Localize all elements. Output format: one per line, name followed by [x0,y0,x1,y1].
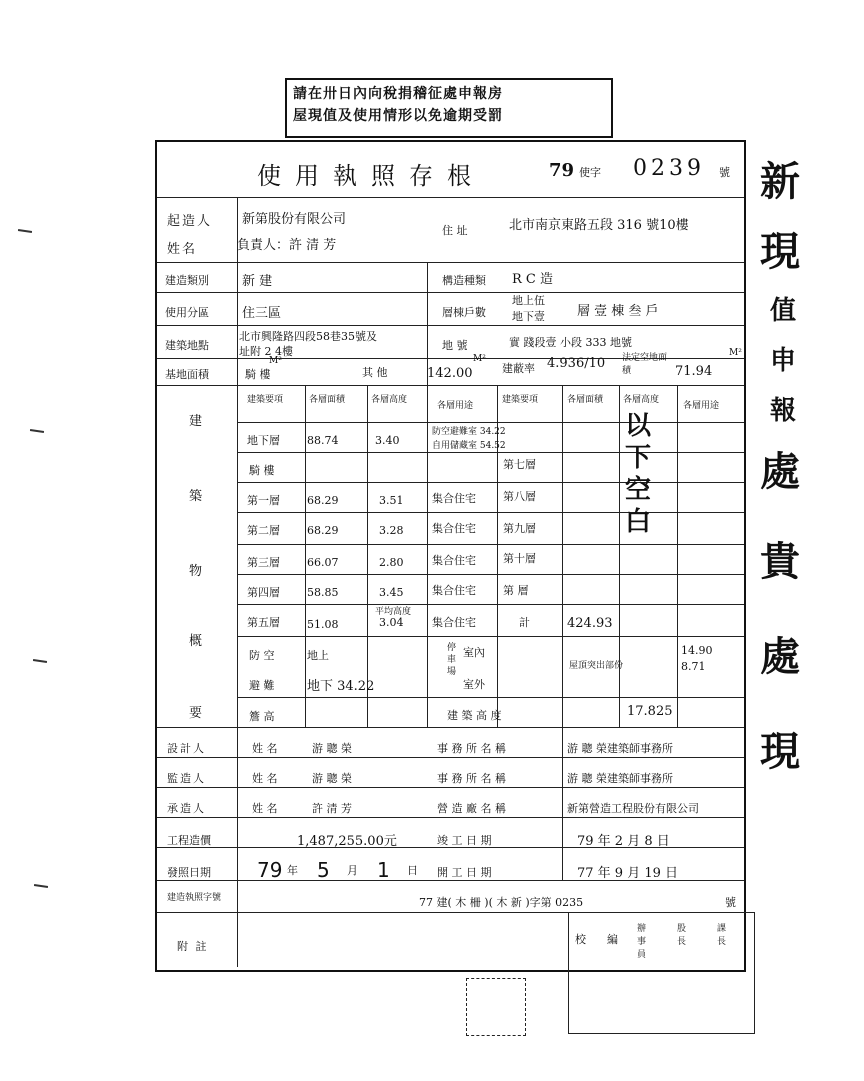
seal-outline [466,978,526,1036]
site-area-label: 基地面積 [165,368,209,381]
office-label: 事 務 所 名 稱 [437,772,506,785]
eave-height-label: 簷 高 [249,710,275,723]
check-label: 校 [575,933,586,946]
name-label: 姓 名 [252,802,278,815]
permit-type: 使字 [579,166,601,179]
start-date-label: 開 工 日 期 [437,866,492,879]
unit-m2: M² [269,356,282,366]
permit-number-label: 建造執照字號 [167,893,222,903]
overlay-char: 申 [770,346,797,376]
section-char: 築 [189,489,203,504]
notice-line-2: 屋現值及使用情形以免逾期受罰 [293,108,503,124]
building-height: 17.825 [627,704,673,719]
clerk-label: 辦事員 [637,924,647,960]
blank-below-note: 以下空白 [625,411,652,537]
zone-label: 使用分區 [165,306,209,319]
margin-mark [18,229,32,233]
floor-4-height: 3.45 [379,586,404,599]
applicant-label: 起造人 [167,214,213,229]
day-char: 日 [407,864,418,877]
designer-label: 設計人 [167,742,206,755]
designer-name: 游 聰 榮 [312,742,352,755]
permit-year: 79 [549,160,575,181]
designer-office: 游 聰 榮建築師事務所 [567,742,673,755]
location-line-1: 北市興隆路四段58巷35號及 [239,330,377,343]
other-label: 其 他 [362,366,388,379]
section-char: 要 [189,706,203,721]
parking-outdoor: 室外 [463,678,485,691]
section-char: 概 [189,634,203,649]
address-label: 住 址 [442,224,468,237]
overlay-char: 現 [760,728,800,775]
permit-number: 0239 [633,156,705,181]
floors-label: 層棟戶數 [442,306,486,319]
edit-label: 編 [607,933,618,946]
floor-7-label: 第七層 [503,458,536,471]
col-header-area: 各層面積 [309,395,346,405]
supervisor-name: 游 聰 榮 [312,772,352,785]
basement-label: 地下層 [247,434,280,447]
parking-indoor: 室內 [463,646,485,659]
floors-detail: 層 壹 棟 叁 戶 [577,304,659,319]
cost-label: 工程造價 [167,834,211,847]
floor-1-area: 68.29 [307,494,339,507]
roof-label: 屋頂突出部份 [569,661,624,671]
completion-date: 79 年 2 月 8 日 [577,834,670,849]
margin-mark [33,659,47,663]
remarks-label: 附 註 [177,940,209,953]
location-line-2: 址附 2 4樓 [239,345,293,358]
tax-notice-stamp [285,78,613,138]
scan-header-strip [0,0,864,8]
construction-type: 新 建 [242,274,273,289]
floor-5-label: 第五層 [247,616,280,629]
completion-label: 竣 工 日 期 [437,834,492,847]
basement-area: 88.74 [307,434,339,447]
shelter-below: 地下 34.22 [307,679,375,694]
building-height-label: 建 築 高 度 [447,709,502,722]
construction-permit: 77 建( 木 柵 )( 木 新 )字第 0235 [419,896,584,909]
firm-label: 營 造 廠 名 稱 [437,802,506,815]
floor-8-label: 第八層 [503,490,536,503]
location-label: 建築地點 [165,339,209,352]
chief-label: 課長 [717,924,727,947]
approval-stamp-block [568,912,755,1034]
floor-4-label: 第四層 [247,586,280,599]
roof-area-2: 8.71 [681,660,706,673]
floor-2-label: 第二層 [247,524,280,537]
contractor-firm: 新第營造工程股份有限公司 [567,802,699,815]
overlay-char: 報 [770,396,797,426]
contractor-name: 許 清 芳 [312,802,352,815]
floor-4-use: 集合住宅 [432,584,476,597]
zone-value: 住三區 [242,306,282,321]
section-char: 建 [189,414,203,429]
floor-4-area: 58.85 [307,586,339,599]
issue-year: 79 [257,858,283,882]
name-label: 姓 名 [252,772,278,785]
supervisor-label: 監造人 [167,772,206,785]
basement-use-1: 防空避難室 34.22 [432,427,506,437]
floor-x-label: 第 層 [503,584,529,597]
name-label: 姓 名 [252,742,278,755]
parking-label: 停車場 [447,643,457,677]
coverage-ratio: 4.936/10 [547,356,606,371]
total-area: 424.93 [567,616,613,631]
lot-value: 實 踐段壹 小段 333 地號 [509,336,632,349]
section-char: 物 [189,564,203,579]
floor-1-label: 第一層 [247,494,280,507]
floor-1-height: 3.51 [379,494,404,507]
floor-5-use: 集合住宅 [432,616,476,629]
permit-suffix: 號 [719,166,730,179]
total-label: 計 [519,616,530,629]
margin-mark [34,884,48,888]
col-header-area-2: 各層面積 [567,395,604,405]
applicant-name-label: 姓名 [167,242,198,257]
floor-2-use: 集合住宅 [432,522,476,535]
margin-mark [30,429,44,433]
start-date: 77 年 9 月 19 日 [577,866,679,881]
avg-height-label: 平均高度 [375,607,412,617]
floors-below: 地下壹 [512,310,545,323]
shelter-above: 地上 [307,649,329,662]
permit-form [155,140,746,972]
other-area: 142.00 [427,366,473,381]
overlay-char: 處 [760,448,800,495]
floor-2-area: 68.29 [307,524,339,537]
issue-day: 1 [377,858,390,882]
floor-5-height: 3.04 [379,616,404,629]
col-header-height: 各層高度 [371,395,408,405]
shelter-label-2: 避 難 [249,679,275,692]
overlay-char: 處 [760,633,800,680]
overlay-char: 新 [760,158,800,205]
office-label: 事 務 所 名 稱 [437,742,506,755]
col-header-item: 建築要項 [247,395,284,405]
floor-3-use: 集合住宅 [432,554,476,567]
year-char: 年 [287,864,298,877]
overlay-char: 值 [770,296,797,326]
applicant-representative: 負責人：許 清 芳 [237,238,337,253]
floor-3-area: 66.07 [307,556,339,569]
col-header-item-2: 建築要項 [502,395,539,405]
floor-3-label: 第三層 [247,556,280,569]
unit-m2: M² [473,354,486,364]
applicant-address: 北市南京東路五段 316 號10樓 [509,218,689,233]
shelter-label-1: 防 空 [249,649,275,662]
floor-9-label: 第九層 [503,522,536,535]
arcade-label: 騎 樓 [245,368,271,381]
applicant-company: 新第股份有限公司 [242,212,347,227]
permit-suffix-char: 號 [725,896,736,909]
floor-2-height: 3.28 [379,524,404,537]
floors-above: 地上伍 [512,294,545,307]
floor-1-use: 集合住宅 [432,492,476,505]
form-title: 使用執照存根 [257,162,485,190]
unit-m2: M² [729,348,742,358]
floor-3-height: 2.80 [379,556,404,569]
structure-type: R C 造 [512,272,553,287]
supervisor-office: 游 聰 榮建築師事務所 [567,772,673,785]
arcade-row-label: 騎 樓 [249,464,275,477]
month-char: 月 [347,864,358,877]
legal-open-space-label: 法定空地面積 [622,353,668,376]
issue-month: 5 [317,858,330,882]
legal-open-space: 71.94 [675,364,713,379]
notice-line-1: 請在卅日內向稅捐稽征處申報房 [293,86,503,102]
approve-label: 股長 [677,924,687,947]
basement-use-2: 自用儲藏室 54.52 [432,441,506,451]
col-header-use-2: 各層用途 [683,401,720,411]
construction-type-label: 建造類別 [165,274,209,287]
col-header-height-2: 各層高度 [623,395,660,405]
roof-area-1: 14.90 [681,644,713,657]
overlay-char: 現 [760,228,800,275]
lot-label: 地 號 [442,339,468,352]
floor-5-area: 51.08 [307,618,339,631]
overlay-char: 貴 [760,538,800,585]
coverage-label: 建蔽率 [502,362,535,375]
col-header-use: 各層用途 [437,401,474,411]
structure-label: 構造種類 [442,274,486,287]
contractor-label: 承造人 [167,802,206,815]
floor-10-label: 第十層 [503,552,536,565]
cost-value: 1,487,255.00元 [297,834,397,849]
issue-date-label: 發照日期 [167,866,211,879]
basement-height: 3.40 [375,434,400,447]
